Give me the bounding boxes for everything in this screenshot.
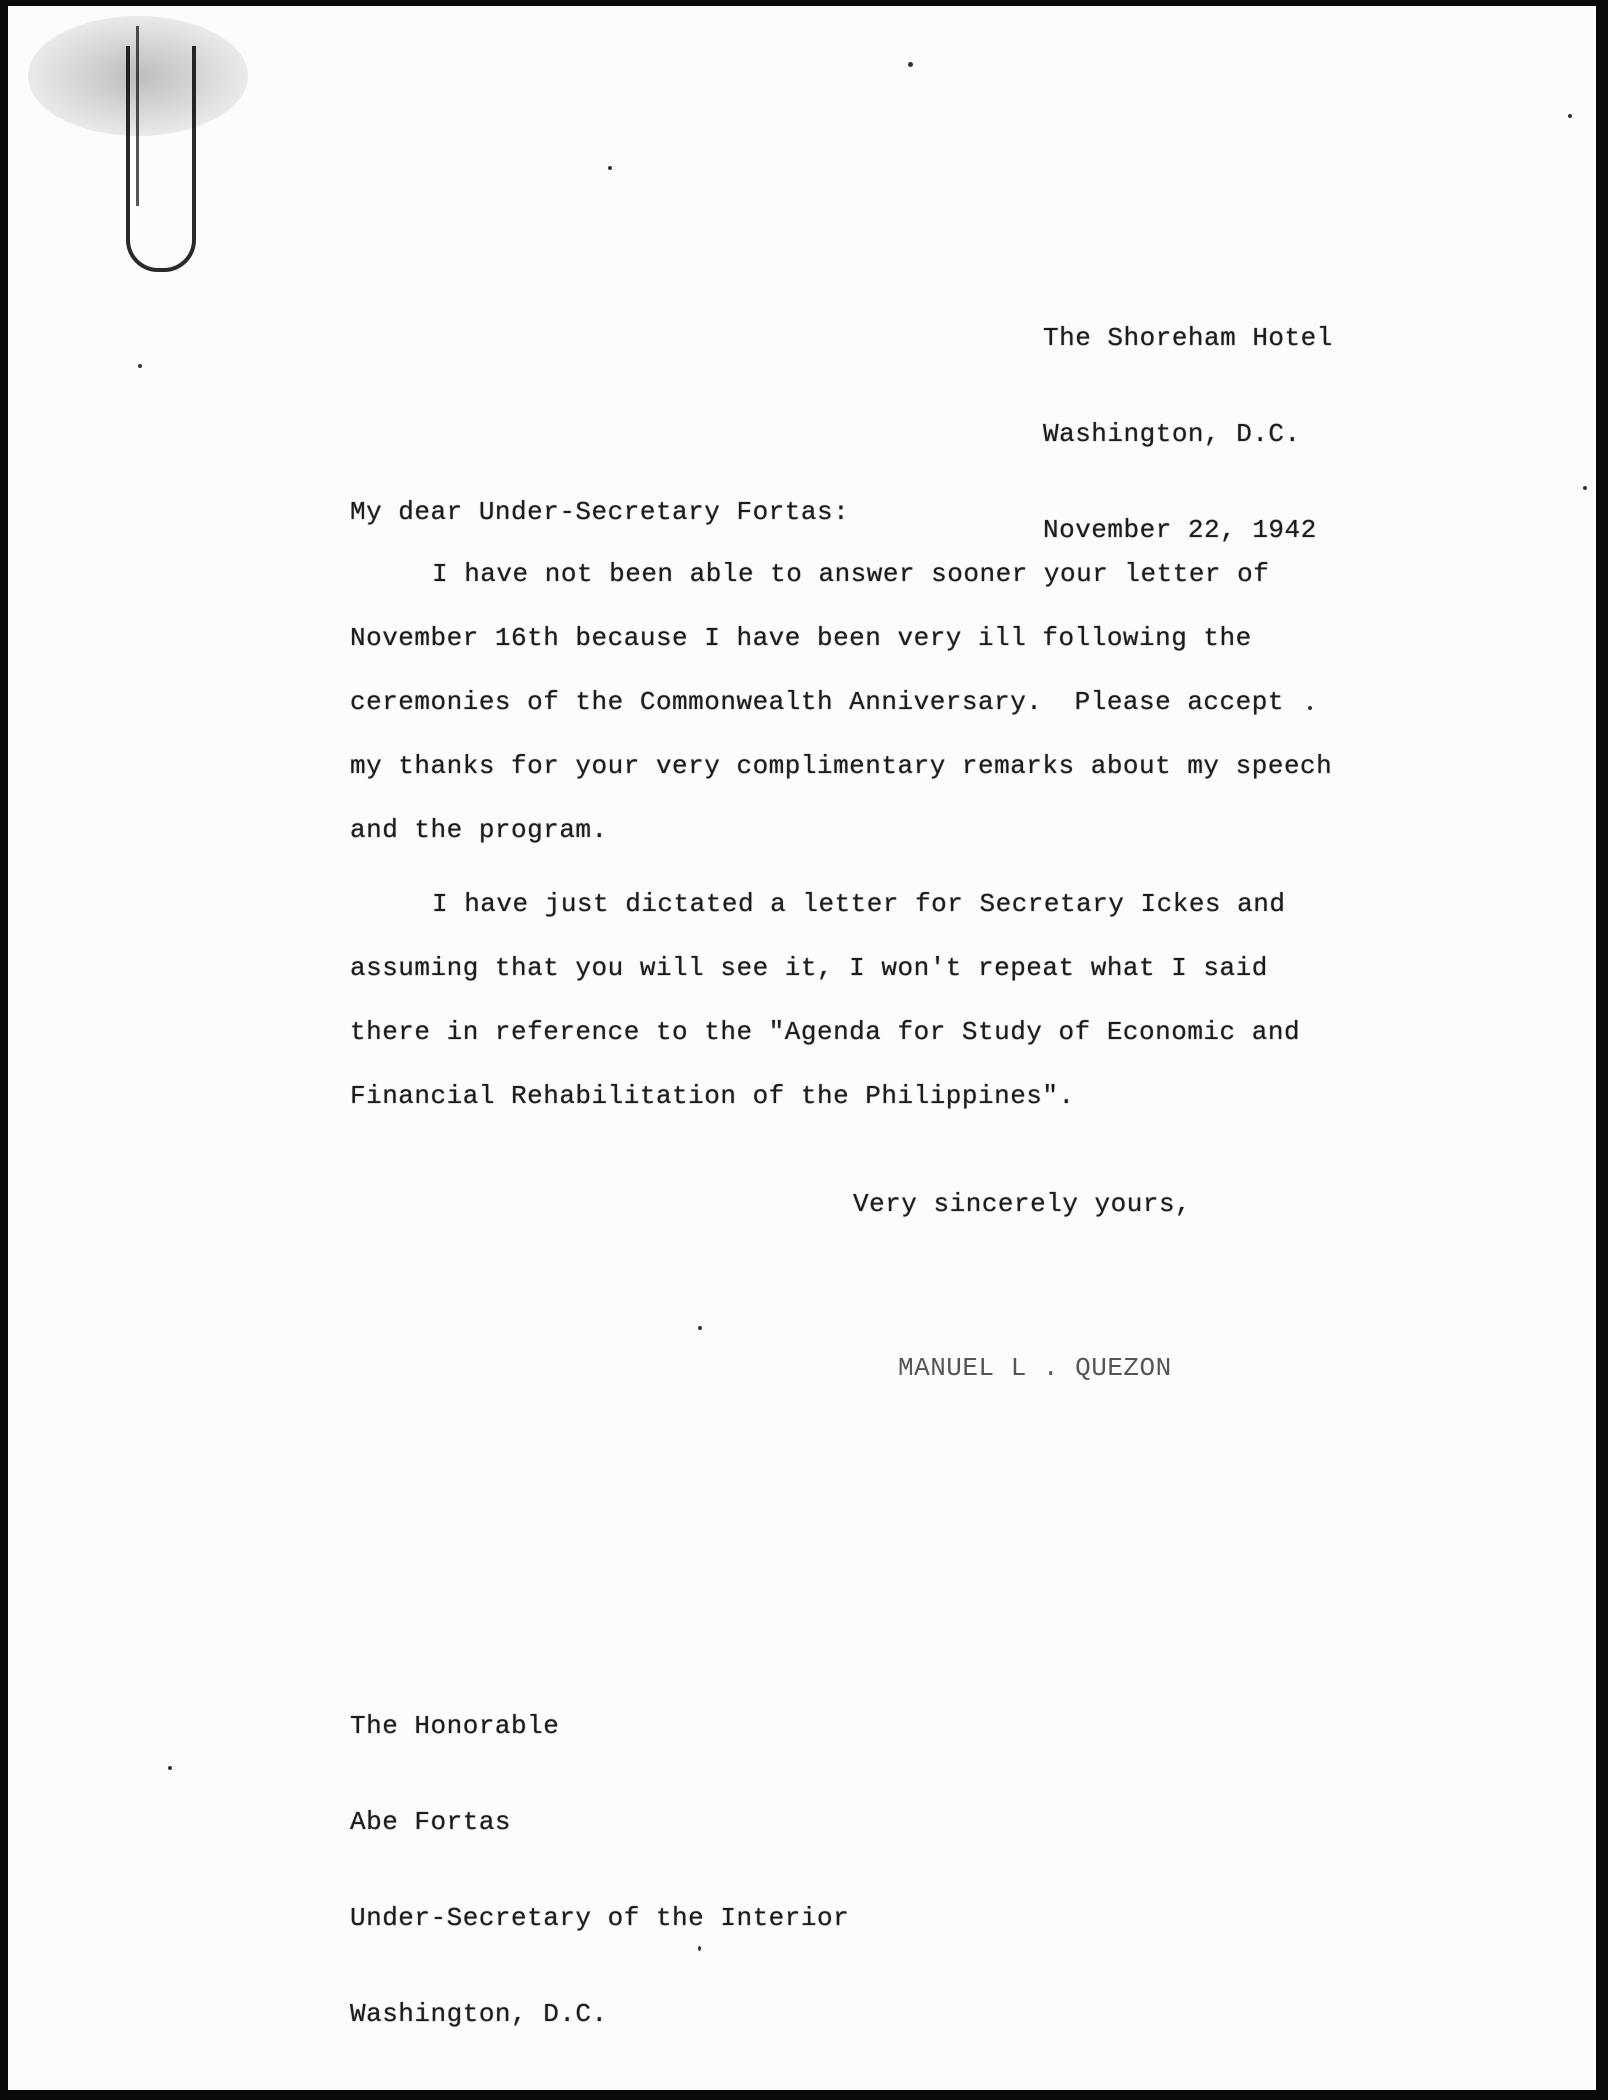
scan-smudge: [28, 16, 248, 136]
body-line: and the program.: [350, 815, 608, 845]
addressee-block: [350, 1646, 849, 2090]
body-line: I have just dictated a letter for Secretary Ickes and: [432, 889, 1286, 919]
addressee-city: Washington, D.C.: [350, 1999, 608, 2029]
closing: Very sincerely yours,: [853, 1189, 1192, 1219]
scan-speck: [698, 1326, 702, 1330]
signature: MANUEL L . QUEZON: [898, 1353, 1172, 1383]
letter-date: November 22, 1942: [1043, 515, 1317, 545]
letter-page: [8, 6, 1596, 2090]
sender-city: Washington, D.C.: [1043, 419, 1301, 449]
addressee-name: Abe Fortas: [350, 1807, 512, 1837]
addressee-title: Under-Secretary of the Interior: [350, 1903, 850, 1933]
sender-hotel: The Shoreham Hotel: [1043, 323, 1333, 353]
body-line: there in reference to the "Agenda for Study of Economic and: [350, 1017, 1301, 1047]
body-line: assuming that you will see it, I won't repeat what I said: [350, 953, 1268, 983]
addressee-honorific: The Honorable: [350, 1711, 560, 1741]
scan-speck: [908, 62, 913, 67]
body-line: ceremonies of the Commonwealth Anniversary. Please accept: [350, 687, 1284, 717]
body-paragraph-2: [350, 872, 1350, 1128]
body-line: I have not been able to answer sooner your letter of: [432, 559, 1270, 589]
scan-speck: [138, 364, 142, 368]
salutation: My dear Under-Secretary Fortas:: [350, 497, 850, 527]
scan-speck: [1568, 114, 1572, 118]
scan-speck: [168, 1766, 172, 1770]
body-paragraph-1: [350, 542, 1350, 862]
scan-speck: [1583, 486, 1587, 490]
body-line: Financial Rehabilitation of the Philippines".: [350, 1081, 1075, 1111]
scan-speck: [608, 166, 612, 170]
body-line: my thanks for your very complimentary remarks about my speech: [350, 751, 1333, 781]
body-line: November 16th because I have been very ill following the: [350, 623, 1252, 653]
